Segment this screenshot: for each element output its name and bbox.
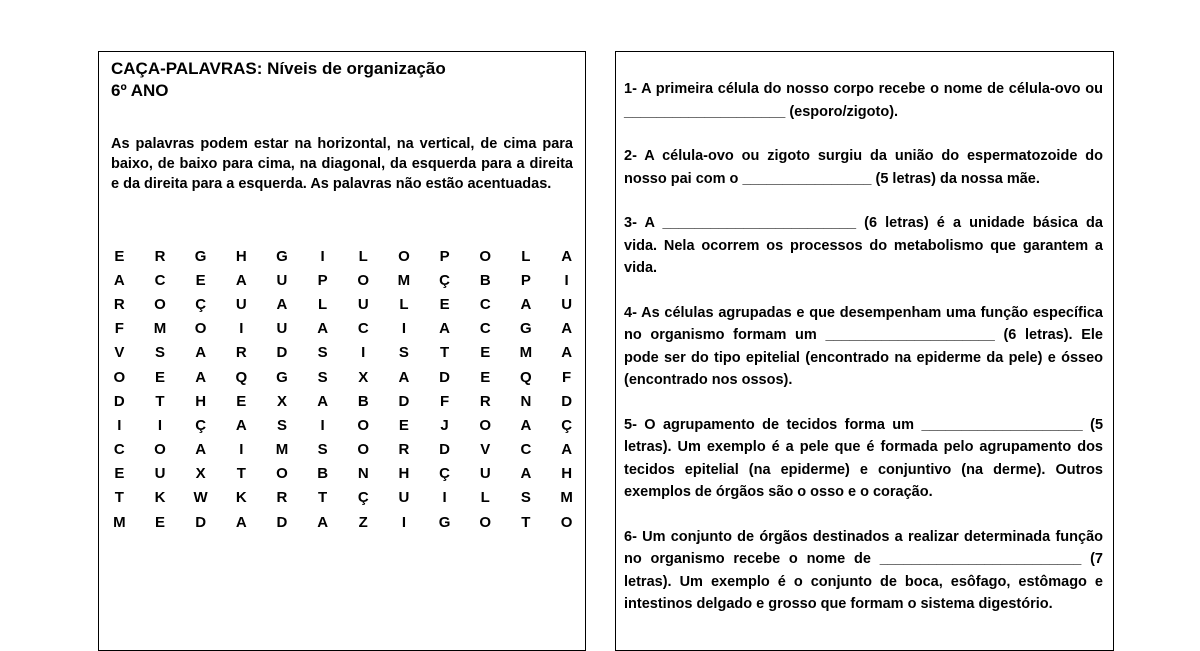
grid-letter: E [154, 368, 165, 386]
grid-row [99, 413, 587, 437]
grid-letter: I [320, 247, 325, 265]
grid-letter: R [154, 247, 166, 265]
grid-letter: U [154, 465, 166, 483]
word-search-panel [98, 51, 586, 651]
grid-letter: U [276, 271, 288, 289]
grid-letter: D [195, 513, 207, 531]
grid-letter: A [561, 344, 573, 362]
grid-letter: Ç [439, 465, 450, 483]
question-6 [624, 526, 1103, 616]
grid-letter: A [235, 271, 247, 289]
grid-letter: D [439, 368, 450, 386]
grid-letter: Z [358, 513, 368, 531]
grid-letter: I [239, 441, 244, 459]
grid-letter: L [480, 489, 490, 507]
grid-letter: S [317, 441, 328, 459]
grid-letter: I [117, 416, 122, 434]
answer-blank: ____________________ [624, 103, 786, 120]
grid-letter: A [276, 295, 288, 313]
grid-letter: R [113, 295, 125, 313]
grid-letter: T [236, 465, 246, 483]
grid-letter: G [438, 513, 451, 531]
grid-letter: L [521, 247, 531, 265]
grid-letter: H [398, 465, 410, 483]
grid-letter: E [236, 392, 247, 410]
grid-letter: G [276, 247, 288, 265]
grid-letter: A [439, 320, 450, 338]
grid-letter: A [195, 344, 207, 362]
grid-letter: O [154, 441, 166, 459]
grid-letter: T [318, 489, 328, 507]
grid-letter: A [195, 368, 207, 386]
grid-letter: N [520, 392, 532, 410]
grid-letter: R [276, 489, 288, 507]
grid-letter: E [114, 465, 125, 483]
grid-letter: C [520, 441, 532, 459]
grid-letter: M [153, 320, 167, 338]
grid-letter: H [195, 392, 207, 410]
grid-letter: G [194, 247, 207, 265]
grid-letter: S [317, 344, 328, 362]
grid-letter: E [398, 416, 409, 434]
grid-letter: Ç [357, 489, 369, 507]
grid-letter: S [398, 344, 409, 362]
grid-letter: Ç [439, 271, 450, 289]
grid-letter: C [479, 295, 491, 313]
grid-letter: S [154, 344, 165, 362]
grid-letter: A [195, 441, 207, 459]
grid-letter: T [439, 344, 450, 362]
grid-letter: A [398, 368, 410, 386]
question-list [624, 78, 1103, 638]
grid-row [99, 510, 587, 534]
grid-letter: V [480, 441, 491, 459]
grid-letter: L [358, 247, 368, 265]
grid-row [99, 268, 587, 292]
grid-letter: A [520, 416, 532, 434]
grid-letter: U [561, 295, 573, 313]
grid-letter: O [479, 247, 492, 265]
grid-letter: C [479, 320, 491, 338]
grid-letter: E [154, 513, 165, 531]
answer-blank: _________________________ [879, 551, 1082, 567]
grid-letter: A [520, 465, 532, 483]
question-text-after: (5 letras). Um exemplo é a pele que é formada pelo agrupamento dos tecidos epitelial (na epiderme) e conjuntivo (na derme). Outros exemplos de órgãos são o osso e o coração. [624, 416, 1104, 500]
grid-letter: O [357, 416, 370, 434]
title-line-2: 6º ANO [111, 81, 169, 100]
grid-letter: H [235, 247, 247, 265]
grid-letter: I [239, 320, 244, 338]
grid-letter: F [439, 392, 450, 410]
grid-row [99, 486, 587, 510]
grid-letter: M [560, 489, 573, 507]
grid-letter: R [479, 392, 491, 410]
grid-letter: Q [235, 368, 248, 386]
grid-letter: F [114, 320, 124, 338]
grid-letter: O [113, 368, 126, 386]
grid-row [99, 292, 587, 316]
grid-letter: C [154, 271, 166, 289]
grid-row [99, 341, 587, 365]
grid-letter: G [520, 320, 532, 338]
grid-letter: A [317, 392, 329, 410]
grid-letter: U [276, 320, 288, 338]
grid-letter: B [479, 271, 491, 289]
grid-letter: O [560, 513, 573, 531]
worksheet-title [111, 58, 446, 102]
grid-letter: O [194, 320, 207, 338]
question-text-after: (5 letras) da nossa mãe. [871, 170, 1040, 187]
grid-letter: D [276, 344, 288, 362]
grid-letter: S [520, 489, 531, 507]
grid-letter: M [519, 344, 533, 362]
grid-letter: N [357, 465, 369, 483]
questions-panel [615, 51, 1114, 651]
grid-letter: E [439, 295, 450, 313]
grid-letter: E [480, 344, 491, 362]
grid-letter: O [398, 247, 410, 265]
question-text-before: 3- A [624, 215, 663, 231]
grid-letter: C [113, 441, 125, 459]
grid-letter: A [561, 320, 573, 338]
grid-letter: Ç [195, 416, 207, 434]
grid-letter: L [318, 295, 328, 313]
grid-letter: E [480, 368, 491, 386]
grid-letter: Ç [561, 416, 573, 434]
grid-row [99, 389, 587, 413]
question-text-before: 1- A primeira célula do nosso corpo recebe o nome de célula-ovo ou [624, 81, 1103, 97]
grid-letter: T [114, 489, 124, 507]
grid-letter: A [317, 513, 329, 531]
answer-blank: ________________________ [662, 215, 857, 231]
grid-letter: R [235, 344, 247, 362]
grid-letter: U [357, 295, 369, 313]
answer-blank: _____________________ [825, 327, 995, 343]
grid-letter: F [562, 368, 572, 386]
grid-letter: A [317, 320, 329, 338]
grid-letter: A [235, 416, 247, 434]
grid-letter: V [114, 344, 125, 362]
instructions-text: As palavras podem estar na horizontal, na vertical, de cima para baixo, de baixo para cima, na diagonal, da esquerda para a direita e da direita para a esquerda. As palavras não estão acentuadas. [111, 136, 573, 192]
question-text-before: 5- O agrupamento de tecidos forma um [624, 416, 922, 433]
grid-letter: E [195, 271, 206, 289]
grid-letter: I [564, 271, 569, 289]
question-3 [624, 212, 1103, 280]
question-text-after: (6 letras). Ele pode ser do tipo epitelial (encontrado na epiderme da pele) e ósseo (encontrado nos ossos). [624, 327, 1103, 388]
grid-letter: O [479, 513, 492, 531]
question-text-after: (7 letras). Um exemplo é o conjunto de boca, esôfago, estômago e intestinos delgado e grosso que formam o sistema digestório. [624, 551, 1103, 612]
grid-letter: K [235, 489, 247, 507]
grid-row [99, 438, 587, 462]
grid-letter: M [275, 441, 289, 459]
grid-letter: D [276, 513, 288, 531]
grid-letter: I [401, 513, 406, 531]
grid-letter: R [398, 441, 410, 459]
grid-letter: S [317, 368, 328, 386]
grid-letter: B [317, 465, 329, 483]
question-2 [624, 145, 1103, 190]
question-text-before: 4- As células agrupadas e que desempenham uma função específica no organismo formam um [624, 304, 1103, 343]
grid-letter: P [317, 271, 328, 289]
grid-row [99, 244, 587, 268]
grid-letter: D [561, 392, 573, 410]
grid-letter: D [113, 392, 125, 410]
grid-row [99, 462, 587, 486]
grid-letter: P [439, 247, 450, 265]
question-text-before: 6- Um conjunto de órgãos destinados a realizar determinada função no organismo recebe o nome de [624, 528, 1103, 567]
grid-row [99, 317, 587, 341]
answer-blank: ____________________ [921, 416, 1083, 433]
grid-letter: S [276, 416, 287, 434]
grid-letter: O [276, 465, 288, 483]
grid-letter: P [520, 271, 531, 289]
grid-letter: Ç [195, 295, 207, 313]
question-text-before: 2- A célula-ovo ou zigoto surgiu da união do espermatozoide do nosso pai com o [624, 148, 1103, 187]
grid-letter: I [361, 344, 366, 362]
question-1 [624, 78, 1103, 123]
grid-letter: U [398, 489, 410, 507]
grid-letter: A [520, 295, 532, 313]
grid-letter: X [358, 368, 369, 386]
answer-blank: ________________ [742, 170, 872, 187]
title-line-1: CAÇA-PALAVRAS: Níveis de organização [111, 59, 446, 78]
question-text-after: (esporo/zigoto). [785, 103, 899, 120]
grid-letter: C [357, 320, 369, 338]
grid-letter: A [561, 247, 573, 265]
grid-letter: M [397, 271, 411, 289]
grid-letter: J [440, 416, 449, 434]
grid-letter: I [401, 320, 406, 338]
grid-letter: M [113, 513, 126, 531]
grid-letter: U [479, 465, 491, 483]
grid-row [99, 365, 587, 389]
grid-letter: D [398, 392, 410, 410]
grid-letter: D [439, 441, 450, 459]
grid-letter: O [479, 416, 492, 434]
grid-letter: A [561, 441, 573, 459]
question-text-after: (6 letras) é a unidade básica da vida. Nela ocorrem os processos do metabolismo que garantem a vida. [624, 215, 1103, 276]
question-4 [624, 302, 1103, 392]
grid-letter: A [235, 513, 247, 531]
grid-letter: I [442, 489, 447, 507]
grid-letter: G [276, 368, 288, 386]
question-5 [624, 414, 1103, 504]
grid-letter: U [235, 295, 247, 313]
grid-letter: X [276, 392, 287, 410]
grid-letter: I [320, 416, 325, 434]
grid-letter: K [154, 489, 166, 507]
grid-letter: H [561, 465, 573, 483]
grid-letter: W [193, 489, 208, 507]
word-search-grid [99, 244, 587, 534]
grid-letter: O [357, 271, 370, 289]
grid-letter: T [155, 392, 165, 410]
grid-letter: L [399, 295, 409, 313]
grid-letter: E [114, 247, 125, 265]
grid-letter: I [157, 416, 163, 434]
grid-letter: Q [520, 368, 532, 386]
grid-letter: O [357, 441, 370, 459]
grid-letter: T [521, 513, 531, 531]
grid-letter: B [357, 392, 369, 410]
grid-letter: O [154, 295, 166, 313]
grid-letter: X [195, 465, 206, 483]
grid-letter: A [113, 271, 125, 289]
